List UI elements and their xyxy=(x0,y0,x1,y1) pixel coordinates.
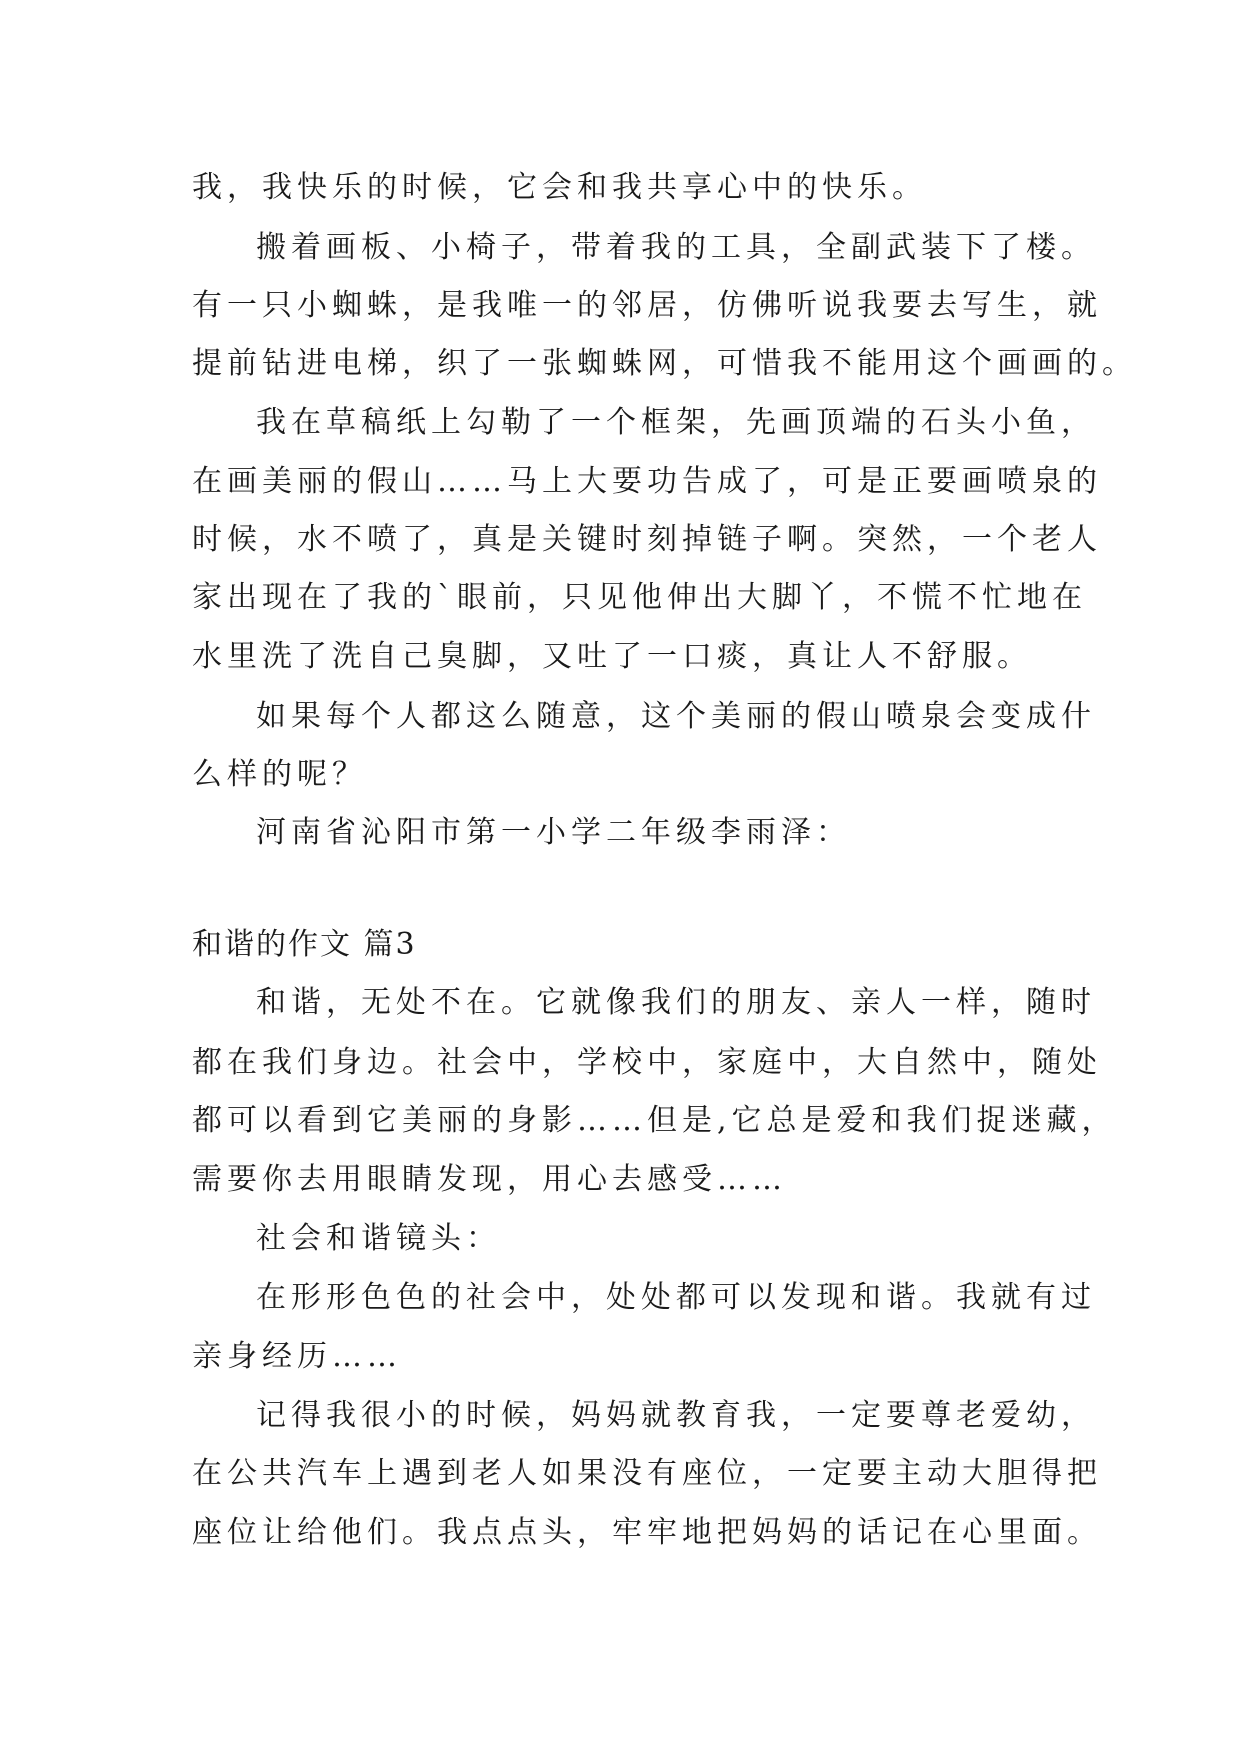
text-line: 记得我很小的时候，妈妈就教育我，一定要尊老爱幼， xyxy=(256,1398,1096,1433)
text-line: 我，我快乐的时候，它会和我共享心中的快乐。 xyxy=(192,170,927,205)
text-line: 如果每个人都这么随意，这个美丽的假山喷泉会变成什 xyxy=(256,699,1096,734)
text-line: 河南省沁阳市第一小学二年级李雨泽： xyxy=(256,815,851,850)
text-line: 么样的呢？ xyxy=(192,757,367,792)
text-line: 需要你去用眼睛发现，用心去感受…… xyxy=(192,1162,787,1197)
text-line: 家出现在了我的`眼前，只见他伸出大脚丫，不慌不忙地在 xyxy=(192,580,1087,615)
text-line: 水里洗了洗自己臭脚，又吐了一口痰，真让人不舒服。 xyxy=(192,639,1032,674)
text-line: 搬着画板、小椅子，带着我的工具，全副武装下了楼。 xyxy=(256,230,1096,265)
text-line: 座位让给他们。我点点头，牢牢地把妈妈的话记在心里面。 xyxy=(192,1515,1102,1550)
section-heading: 和谐的作文 篇3 xyxy=(192,927,417,962)
text-line: 和谐，无处不在。它就像我们的朋友、亲人一样，随时 xyxy=(256,985,1096,1020)
text-line: 在形形色色的社会中，处处都可以发现和谐。我就有过 xyxy=(256,1280,1096,1315)
text-line: 亲身经历…… xyxy=(192,1339,402,1374)
text-line: 有一只小蜘蛛，是我唯一的邻居，仿佛听说我要去写生，就 xyxy=(192,288,1102,323)
text-line: 都可以看到它美丽的身影……但是,它总是爱和我们捉迷藏， xyxy=(192,1103,1117,1138)
text-line: 时候，水不喷了，真是关键时刻掉链子啊。突然，一个老人 xyxy=(192,522,1102,557)
text-line: 我在草稿纸上勾勒了一个框架，先画顶端的石头小鱼， xyxy=(256,405,1096,440)
text-line: 在公共汽车上遇到老人如果没有座位，一定要主动大胆得把 xyxy=(192,1456,1102,1491)
text-line: 在画美丽的假山……马上大要功告成了，可是正要画喷泉的 xyxy=(192,464,1102,499)
text-line: 提前钻进电梯，织了一张蜘蛛网，可惜我不能用这个画画的。 xyxy=(192,346,1137,381)
text-line: 都在我们身边。社会中，学校中，家庭中，大自然中，随处 xyxy=(192,1045,1102,1080)
text-line: 社会和谐镜头： xyxy=(256,1221,501,1256)
